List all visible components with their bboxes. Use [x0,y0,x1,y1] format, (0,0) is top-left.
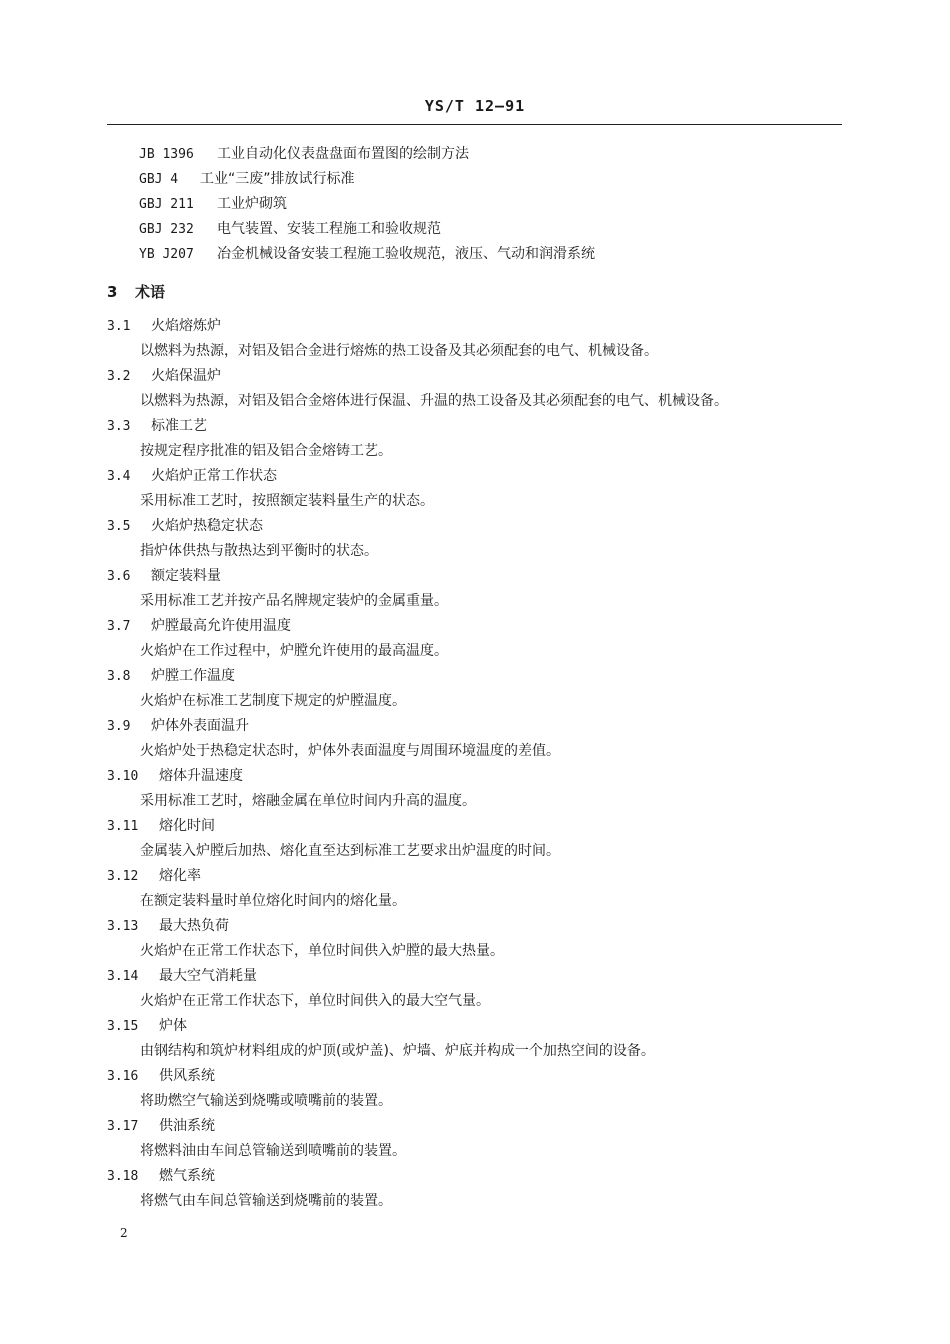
term-name: 熔体升温速度 [159,768,243,784]
term-number: 3.14 [107,969,139,984]
term-entry [107,564,842,614]
term-entry [107,314,842,364]
reference-item [139,167,595,192]
term-definition: 火焰炉在工作过程中，炉膛允许使用的最高温度。 [140,643,448,659]
reference-code: JB 1396 [139,147,194,162]
term-entry [107,1064,842,1114]
term-number: 3.15 [107,1019,139,1034]
term-number: 3.16 [107,1069,139,1084]
term-name: 供油系统 [159,1118,215,1134]
term-name: 火焰熔炼炉 [151,318,221,334]
page-number: 2 [120,1226,128,1240]
term-name: 火焰保温炉 [151,368,221,384]
normative-references [139,142,595,267]
term-definition: 火焰炉在正常工作状态下，单位时间供入的最大空气量。 [140,993,490,1009]
term-entry [107,814,842,864]
reference-title: 工业炉砌筑 [217,196,287,212]
term-name: 标准工艺 [151,418,207,434]
reference-title: 工业“三废”排放试行标准 [200,171,355,187]
term-name: 燃气系统 [159,1168,215,1184]
term-entry [107,864,842,914]
term-entry [107,714,842,764]
term-definition: 将助燃空气输送到烧嘴或喷嘴前的装置。 [140,1093,392,1109]
term-definition: 以燃料为热源，对铝及铝合金进行熔炼的热工设备及其必须配套的电气、机械设备。 [140,343,658,359]
reference-code: YB J207 [139,247,194,262]
term-number: 3.4 [107,469,131,484]
term-number: 3.7 [107,619,131,634]
term-definition: 将燃料油由车间总管输送到喷嘴前的装置。 [140,1143,406,1159]
terms-list [107,314,842,1214]
section-number: 3 [107,283,118,301]
term-number: 3.17 [107,1119,139,1134]
reference-item [139,242,595,267]
term-entry [107,364,842,414]
term-name: 炉体 [159,1018,187,1034]
term-definition: 按规定程序批准的铝及铝合金熔铸工艺。 [140,443,392,459]
reference-title: 电气装置、安装工程施工和验收规范 [217,221,441,237]
term-definition: 指炉体供热与散热达到平衡时的状态。 [140,543,378,559]
term-entry [107,764,842,814]
term-entry [107,614,842,664]
term-entry [107,414,842,464]
standard-code-header: YS/T 12—91 [424,97,526,115]
term-entry [107,914,842,964]
term-entry [107,464,842,514]
term-entry [107,1114,842,1164]
term-name: 熔化时间 [159,818,215,834]
term-entry [107,514,842,564]
term-name: 炉膛最高允许使用温度 [151,618,291,634]
term-definition: 将燃气由车间总管输送到烧嘴前的装置。 [140,1193,392,1209]
term-name: 火焰炉正常工作状态 [151,468,277,484]
term-number: 3.1 [107,319,131,334]
term-number: 3.9 [107,719,131,734]
term-entry [107,1164,842,1214]
term-definition: 火焰炉在正常工作状态下，单位时间供入炉膛的最大热量。 [140,943,504,959]
reference-item [139,142,595,167]
term-name: 炉体外表面温升 [151,718,249,734]
reference-title: 冶金机械设备安装工程施工验收规范，液压、气动和润滑系统 [217,246,595,262]
term-name: 炉膛工作温度 [151,668,235,684]
term-number: 3.11 [107,819,139,834]
term-number: 3.2 [107,369,131,384]
term-number: 3.3 [107,419,131,434]
term-name: 额定装料量 [151,568,221,584]
term-definition: 金属装入炉膛后加热、熔化直至达到标准工艺要求出炉温度的时间。 [140,843,560,859]
term-definition: 火焰炉处于热稳定状态时，炉体外表面温度与周围环境温度的差值。 [140,743,560,759]
term-name: 供风系统 [159,1068,215,1084]
section-title-text: 术语 [135,283,166,301]
reference-title: 工业自动化仪表盘盘面布置图的绘制方法 [217,146,469,162]
term-definition: 采用标准工艺时，按照额定装料量生产的状态。 [140,493,434,509]
term-number: 3.5 [107,519,131,534]
term-number: 3.13 [107,919,139,934]
term-definition: 在额定装料量时单位熔化时间内的熔化量。 [140,893,406,909]
section-heading [107,281,165,302]
term-name: 熔化率 [159,868,201,884]
term-entry [107,964,842,1014]
term-number: 3.8 [107,669,131,684]
term-number: 3.10 [107,769,139,784]
term-definition: 采用标准工艺时，熔融金属在单位时间内升高的温度。 [140,793,476,809]
header-divider [107,124,842,125]
term-name: 最大热负荷 [159,918,229,934]
reference-item [139,192,595,217]
term-entry [107,664,842,714]
term-name: 火焰炉热稳定状态 [151,518,263,534]
term-number: 3.6 [107,569,131,584]
term-definition: 由钢结构和筑炉材料组成的炉顶(或炉盖)、炉墙、炉底并构成一个加热空间的设备。 [140,1043,655,1059]
reference-code: GBJ 232 [139,222,194,237]
term-definition: 以燃料为热源，对铝及铝合金熔体进行保温、升温的热工设备及其必须配套的电气、机械设备。 [140,393,728,409]
term-definition: 采用标准工艺并按产品名牌规定装炉的金属重量。 [140,593,448,609]
reference-item [139,217,595,242]
term-name: 最大空气消耗量 [159,968,257,984]
term-entry [107,1014,842,1064]
term-number: 3.12 [107,869,139,884]
term-number: 3.18 [107,1169,139,1184]
reference-code: GBJ 4 [139,172,179,187]
term-definition: 火焰炉在标准工艺制度下规定的炉膛温度。 [140,693,406,709]
reference-code: GBJ 211 [139,197,194,212]
